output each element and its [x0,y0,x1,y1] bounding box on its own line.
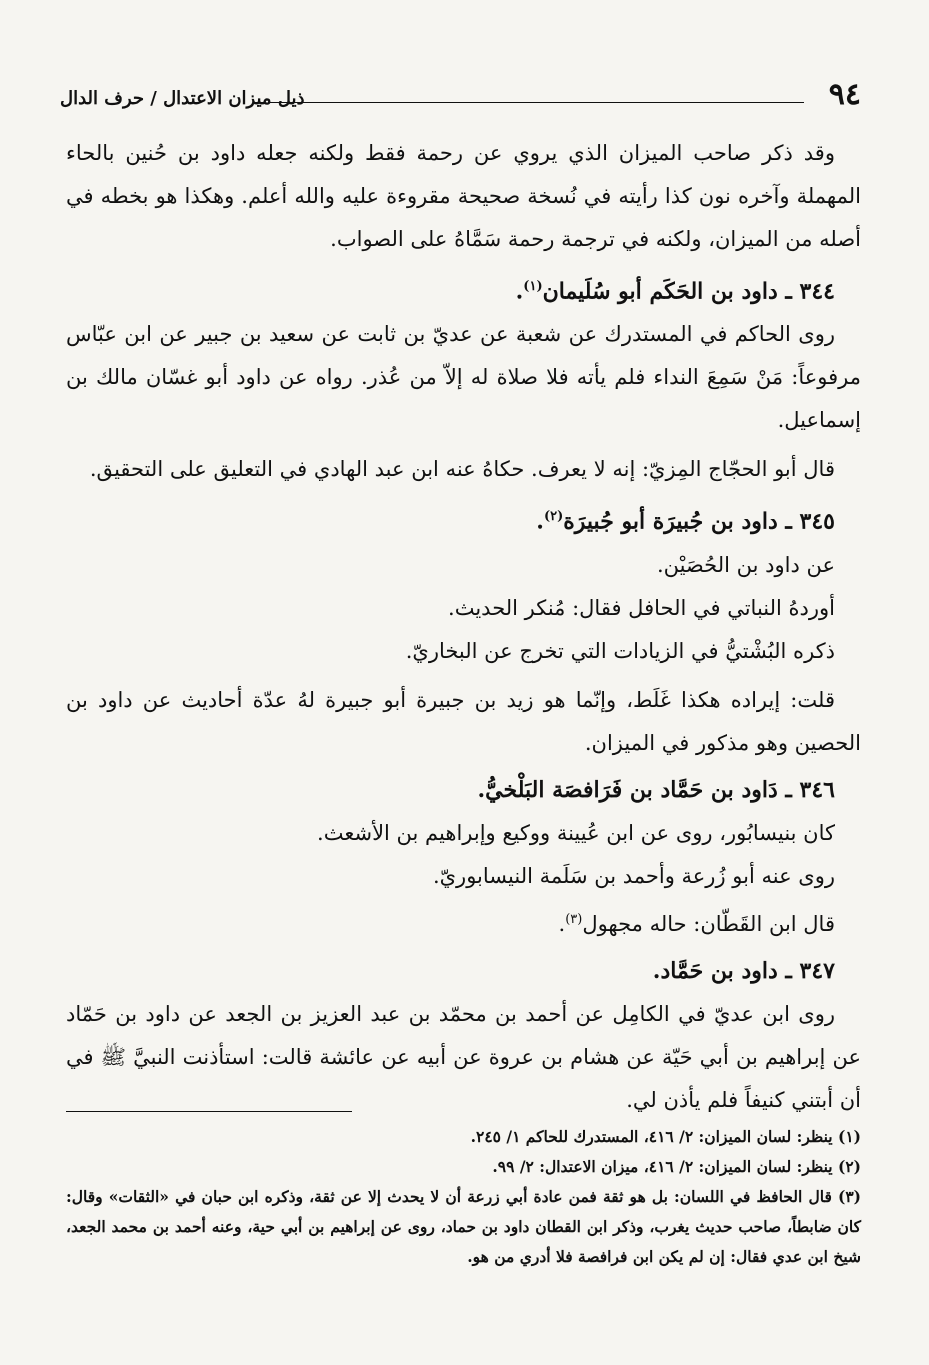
line: ذكره البُشْتيُّ في الزيادات التي تخرج عن البخاريّ. [405,638,835,663]
footnote-marker: (٢) [543,509,564,525]
line: روى عنه أبو زُرعة وأحمد بن سَلَمة النيسابوريّ. [432,863,835,888]
footnote-rule [66,1111,352,1112]
entry-heading-347: ٣٤٧ ـ داود بن حَمَّاد. [652,957,835,984]
footnote-marker: (٣) [565,911,583,927]
paragraph: قال أبو الحجّاج المِزيّ: إنه لا يعرف. حكاهُ عنه ابن عبد الهادي في التعليق على التحقيق. [89,457,835,482]
footnote-1: (١) ينظر: لسان الميزان: ٢/ ٤١٦، المستدرك للحاكم ١/ ٢٤٥. [470,1127,861,1146]
line-text: قال ابن القَطّان: حاله مجهول [582,911,835,936]
paragraph: وقد ذكر صاحب الميزان الذي يروي عن رحمة فقط ولكنه جعله داود بن حُنين بالحاء المهملة وآخره نون كذا رأيته في نُسخة صحيحة مقروءة عليه والله أعلم. وهكذا هو بخطه في أصله من الميزان، ولكنه في ترجمة رحمة سَمَّاهُ على الصواب. [66,141,861,251]
line: كان بنيسابُور، روى عن ابن عُيينة ووكيع وإبراهيم بن الأشعث. [317,820,835,845]
running-head: ذيل ميزان الاعتدال / حرف الدال [60,88,305,109]
entry-heading-344: ٣٤٤ ـ داود بن الحَكَم أبو سُلَيمان$^{(١)}$. [515,278,835,305]
footnote-2: (٢) ينظر: لسان الميزان: ٢/ ٤١٦، ميزان الاعتدال: ٢/ ٩٩. [492,1157,861,1176]
main-text [66,132,861,1122]
line: أوردهُ النباتي في الحافل فقال: مُنكر الحديث. [448,595,835,620]
footnote-3: (٣) قال الحافظ في اللسان: بل هو ثقة فمن عادة أبي زرعة أن لا يحدث إلا عن ثقة، وذكره ابن حبان في «الثقات» وقال: كان ضابطاً، صاحب حديث يغرب، وذكر ابن القطان داود بن حماد، روى عن إبراهيم بن أبي حية، وعنه أحمد بن محمد الجعد، شيخ ابن عدي فقال: إن لم يكن ابن فرافصة فلا أدري من هو. [66,1187,861,1266]
entry-heading-345: ٣٤٥ ـ داود بن جُبيرَة أبو جُبيرَة$^{(٢)}$. [536,508,835,535]
footnotes [66,1122,861,1272]
paragraph: روى الحاكم في المستدرك عن شعبة عن عديّ بن ثابت عن سعيد بن جبير عن ابن عبّاس مرفوعاً: مَنْ سَمِعَ النداء فلم يأته فلا صلاة له إلاّ من عُذر. رواه عن داود أبو غسّان مالك بن إسماعيل. [66,322,861,433]
page-header [60,70,861,110]
entry-title: ٣٤٥ ـ داود بن جُبيرَة أبو جُبيرَة [563,508,835,535]
line: عن داود بن الحُصَيْن. [656,552,835,577]
page-number: ٩٤ [828,77,861,112]
line: قال ابن القَطّان: حاله مجهول$^{(٣)}$. [558,911,835,936]
paragraph: روى ابن عديّ في الكامِل عن أحمد بن محمّد بن عبد العزيز بن الجعد عن داود بن حَمّاد عن إبراهيم بن أبي حَيّة عن هشام بن عروة عن أبيه عن عائشة قالت: استأذنت النبيَّ ﷺ في أن أبتني كنيفاً فلم يأذن لي. [66,1001,861,1112]
header-rule [270,102,804,103]
paragraph: قلت: إيراده هكذا غَلَط، وإنّما هو زيد بن جبيرة أبو جبيرة لهُ عدّة أحاديث عن داود بن الحصين وهو مذكور في الميزان. [66,687,861,755]
entry-title: ٣٤٤ ـ داود بن الحَكَم أبو سُلَيمان [542,278,835,305]
footnote-marker: (١) [523,279,543,294]
entry-heading-346: ٣٤٦ ـ دَاود بن حَمَّاد بن فَرَافصَة البَلْخيُّ. [477,776,835,803]
